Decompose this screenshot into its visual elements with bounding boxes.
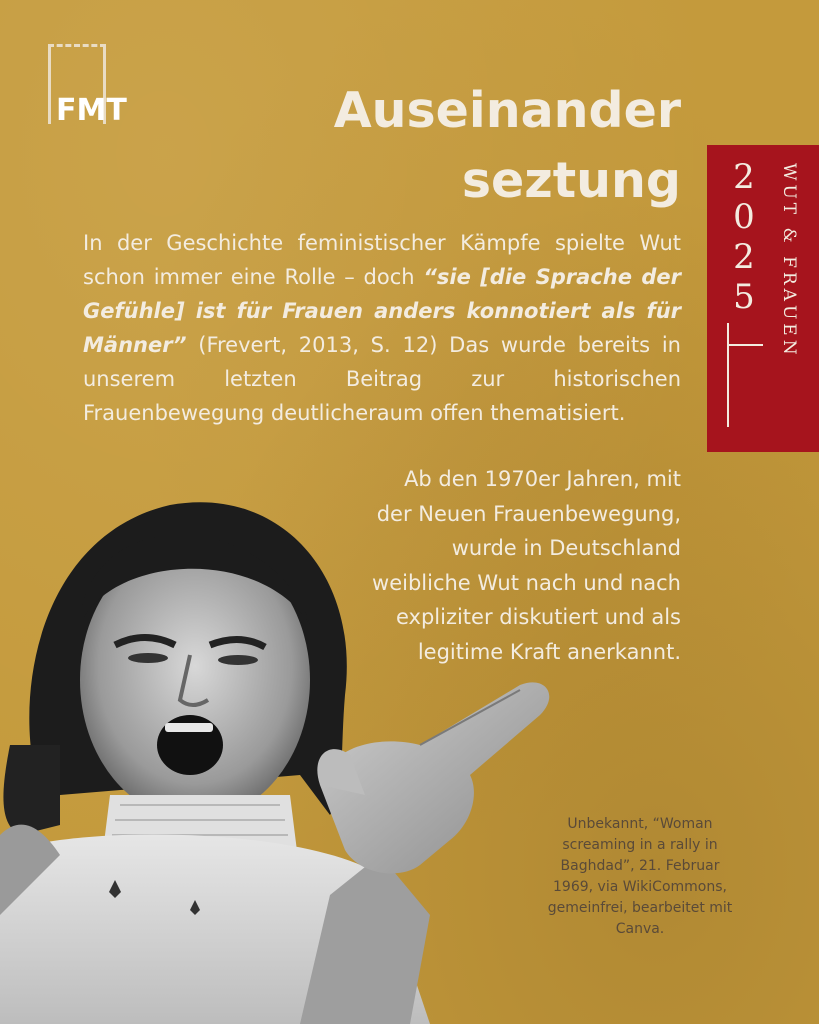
title-line-1: Auseinander <box>333 82 681 139</box>
year-banner <box>707 145 819 452</box>
paragraph-line: Ab den 1970er Jahren, mit <box>404 467 681 491</box>
intro-paragraph <box>83 226 681 430</box>
year-digit: 0 <box>733 197 755 237</box>
paragraph-line: legitime Kraft anerkannt. <box>417 639 681 664</box>
page-title <box>201 76 681 216</box>
paragraph-line: weibliche Wut nach und nach <box>372 570 681 595</box>
year-digit: 5 <box>733 277 755 317</box>
paragraph-line: der Neuen Frauenbewegung, <box>376 501 681 526</box>
logo-text: FMT <box>56 93 127 128</box>
quote-text: “sie [die Sprache der Gefühle] ist für Frauen anders konnotiert als für Männer” <box>83 265 681 357</box>
outro-text: (Frevert, 2013, S. 12) Das wurde bereits in unserem letzten Beitrag zur historischen Frauenbewegung deutlicheraum offen thematisiert. <box>83 333 681 425</box>
banner-rule-vertical <box>727 323 729 427</box>
photo-caption: Unbekannt, “Woman screaming in a rally in Baghdad”, 21. Februar 1969, via WikiCommons, gemeinfrei, bearbeitet mit Canva. <box>547 816 733 937</box>
paragraph-line: wurde in Deutschland <box>451 536 681 560</box>
year-digits <box>724 157 764 317</box>
year-digit: 2 <box>733 237 755 277</box>
fmt-logo <box>48 44 138 134</box>
title-line-2: seztung <box>461 152 681 209</box>
banner-vertical-text: WUT & FRAUEN <box>779 163 799 359</box>
intro-text: In der Geschichte feministischer Kämpfe spielte Wut schon immer eine Rolle – doch <box>83 231 681 289</box>
banner-rule-horizontal <box>727 344 763 346</box>
woman-screaming-photo <box>0 495 560 1024</box>
year-digit: 2 <box>733 157 755 197</box>
paragraph-line: expliziter diskutiert und als <box>395 605 681 629</box>
